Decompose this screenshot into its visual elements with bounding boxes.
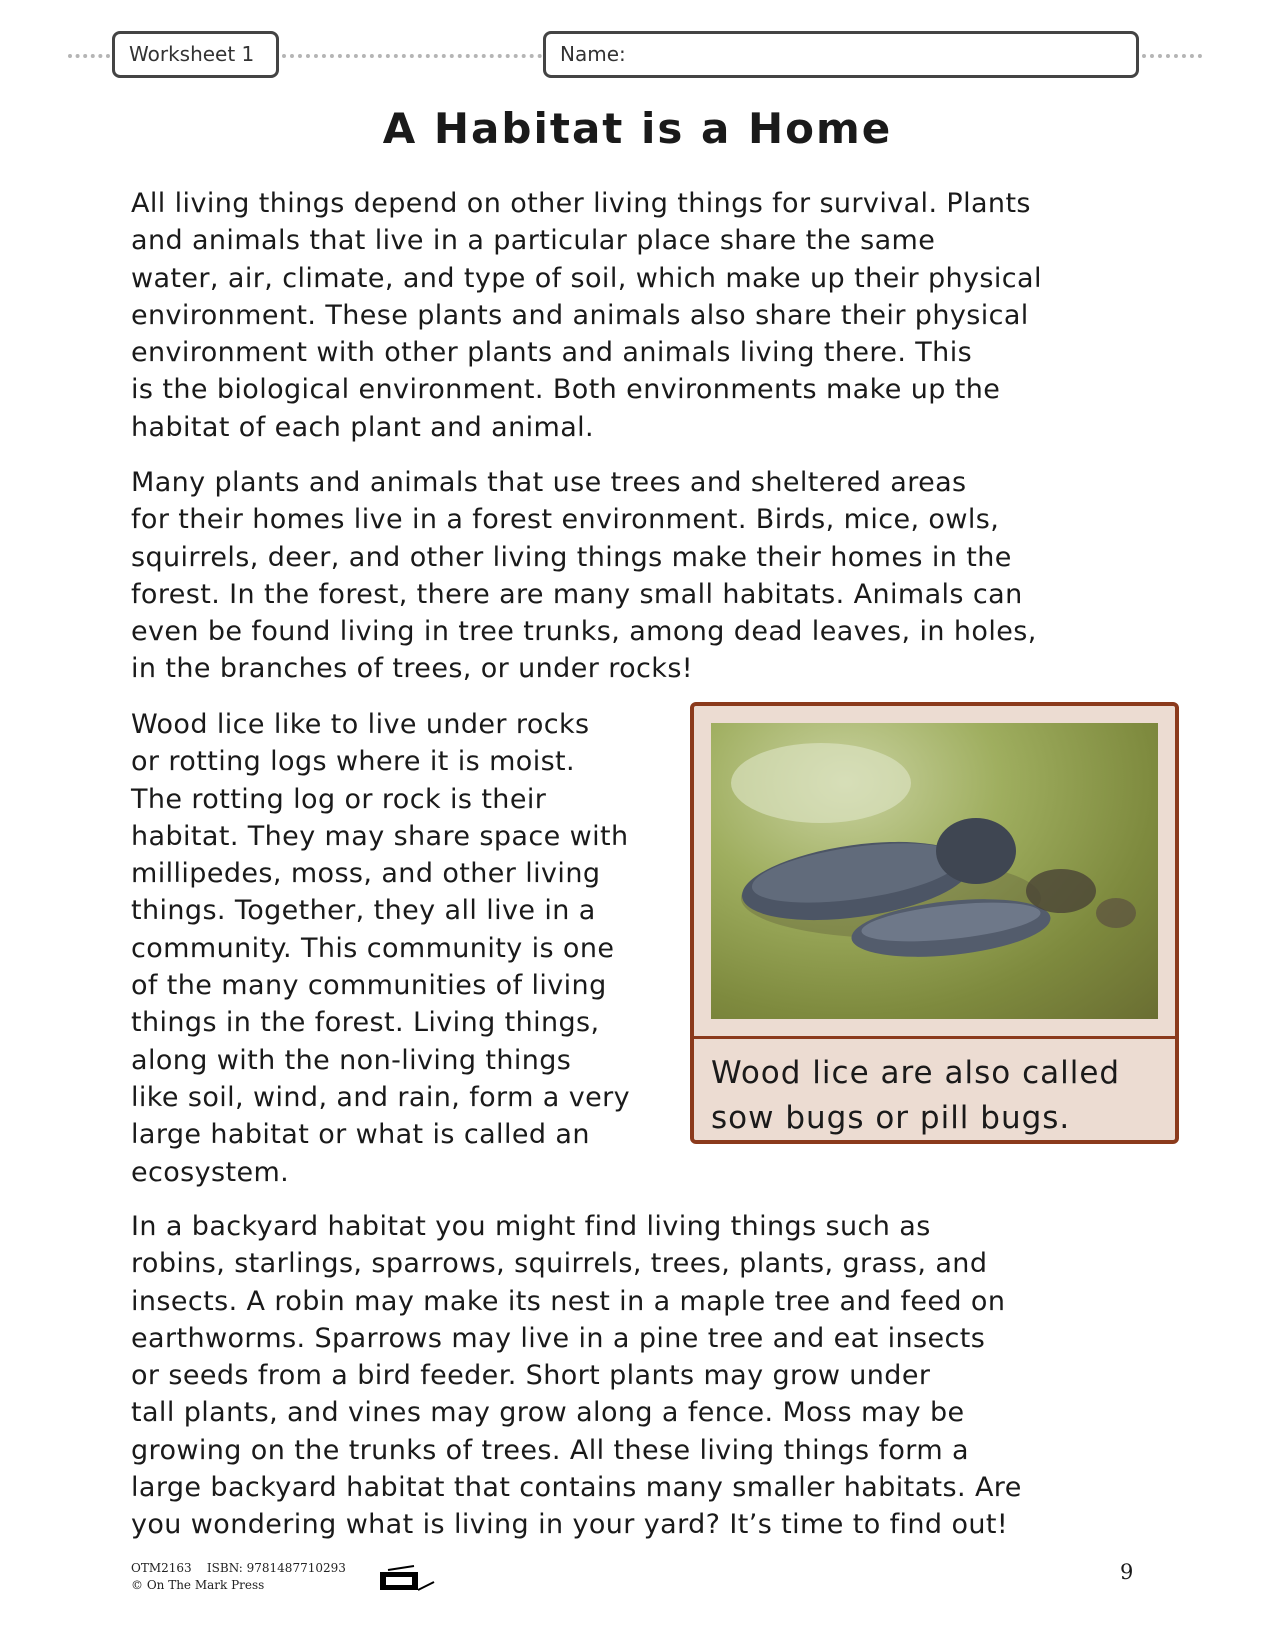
text-line: environment. These plants and animals also share their physical <box>131 299 1029 331</box>
text-line: ecosystem. <box>131 1156 290 1188</box>
paragraph-4 <box>131 1208 1022 1544</box>
text-line: large habitat or what is called an <box>131 1119 590 1151</box>
text-line: of the many communities of living <box>131 970 607 1002</box>
paragraph-3 <box>131 706 630 1191</box>
text-line: large backyard habitat that contains many smaller habitats. Are <box>131 1472 1022 1504</box>
text-line: or seeds from a bird feeder. Short plants may grow under <box>131 1360 931 1392</box>
caption-line: sow bugs or pill bugs. <box>711 1100 1071 1136</box>
text-line: Wood lice like to live under rocks <box>131 709 590 740</box>
text-line: In a backyard habitat you might find living things such as <box>131 1211 931 1242</box>
text-line: in the branches of trees, or under rocks! <box>131 653 694 685</box>
page-number: 9 <box>1120 1560 1134 1584</box>
product-code: OTM2163 ISBN: 9781487710293 <box>131 1561 346 1575</box>
text-line: forest. In the forest, there are many small habitats. Animals can <box>131 578 1023 610</box>
text-line: or rotting logs where it is moist. <box>131 746 576 778</box>
text-line: earthworms. Sparrows may live in a pine tree and eat insects <box>131 1322 986 1354</box>
wood-lice-figure <box>690 702 1179 1144</box>
worksheet-label: Worksheet 1 <box>112 31 279 78</box>
text-line: Many plants and animals that use trees and sheltered areas <box>131 467 967 498</box>
dotted-rule <box>68 54 110 58</box>
wood-lice-photo <box>711 723 1158 1019</box>
text-line: The rotting log or rock is their <box>131 783 547 815</box>
text-line: for their homes live in a forest environment. Birds, mice, owls, <box>131 504 1000 536</box>
text-line: is the biological environment. Both environments make up the <box>131 374 1001 406</box>
text-line: robins, starlings, sparrows, squirrels, trees, plants, grass, and <box>131 1248 988 1280</box>
text-line: things in the forest. Living things, <box>131 1007 600 1039</box>
text-line: growing on the trunks of trees. All these living things form a <box>131 1434 969 1466</box>
text-line: tall plants, and vines may grow along a fence. Moss may be <box>131 1397 965 1429</box>
text-line: habitat. They may share space with <box>131 820 629 852</box>
text-line: water, air, climate, and type of soil, which make up their physical <box>131 262 1042 294</box>
paragraph-2 <box>131 464 1037 688</box>
caption-line: Wood lice are also called <box>711 1055 1121 1091</box>
publisher: © On The Mark Press <box>131 1578 265 1592</box>
text-line: millipedes, moss, and other living <box>131 858 601 890</box>
wood-lice-image <box>711 723 1158 1019</box>
text-line: like soil, wind, and rain, form a very <box>131 1081 630 1113</box>
dotted-rule <box>1142 54 1202 58</box>
text-line: things. Together, they all live in a <box>131 895 596 927</box>
text-line: insects. A robin may make its nest in a maple tree and feed on <box>131 1285 1006 1317</box>
text-line: environment with other plants and animals living there. This <box>131 337 973 369</box>
text-line: habitat of each plant and animal. <box>131 411 595 443</box>
text-line: you wondering what is living in your yard? It’s time to find out! <box>131 1509 1009 1541</box>
figure-caption <box>711 1051 1120 1141</box>
caption-divider <box>694 1036 1175 1039</box>
footer <box>131 1560 346 1594</box>
text-line: along with the non-living things <box>131 1044 572 1076</box>
text-line: and animals that live in a particular place share the same <box>131 225 936 257</box>
text-line: All living things depend on other living things for survival. Plants <box>131 188 1031 219</box>
photocopier-icon <box>378 1564 438 1598</box>
text-line: even be found living in tree trunks, among dead leaves, in holes, <box>131 616 1037 648</box>
page-title: A Habitat is a Home <box>382 104 893 153</box>
dotted-rule <box>282 54 542 58</box>
text-line: squirrels, deer, and other living things make their homes in the <box>131 541 1012 573</box>
name-field[interactable]: Name: <box>543 31 1139 78</box>
paragraph-1 <box>131 185 1042 446</box>
text-line: community. This community is one <box>131 932 615 964</box>
